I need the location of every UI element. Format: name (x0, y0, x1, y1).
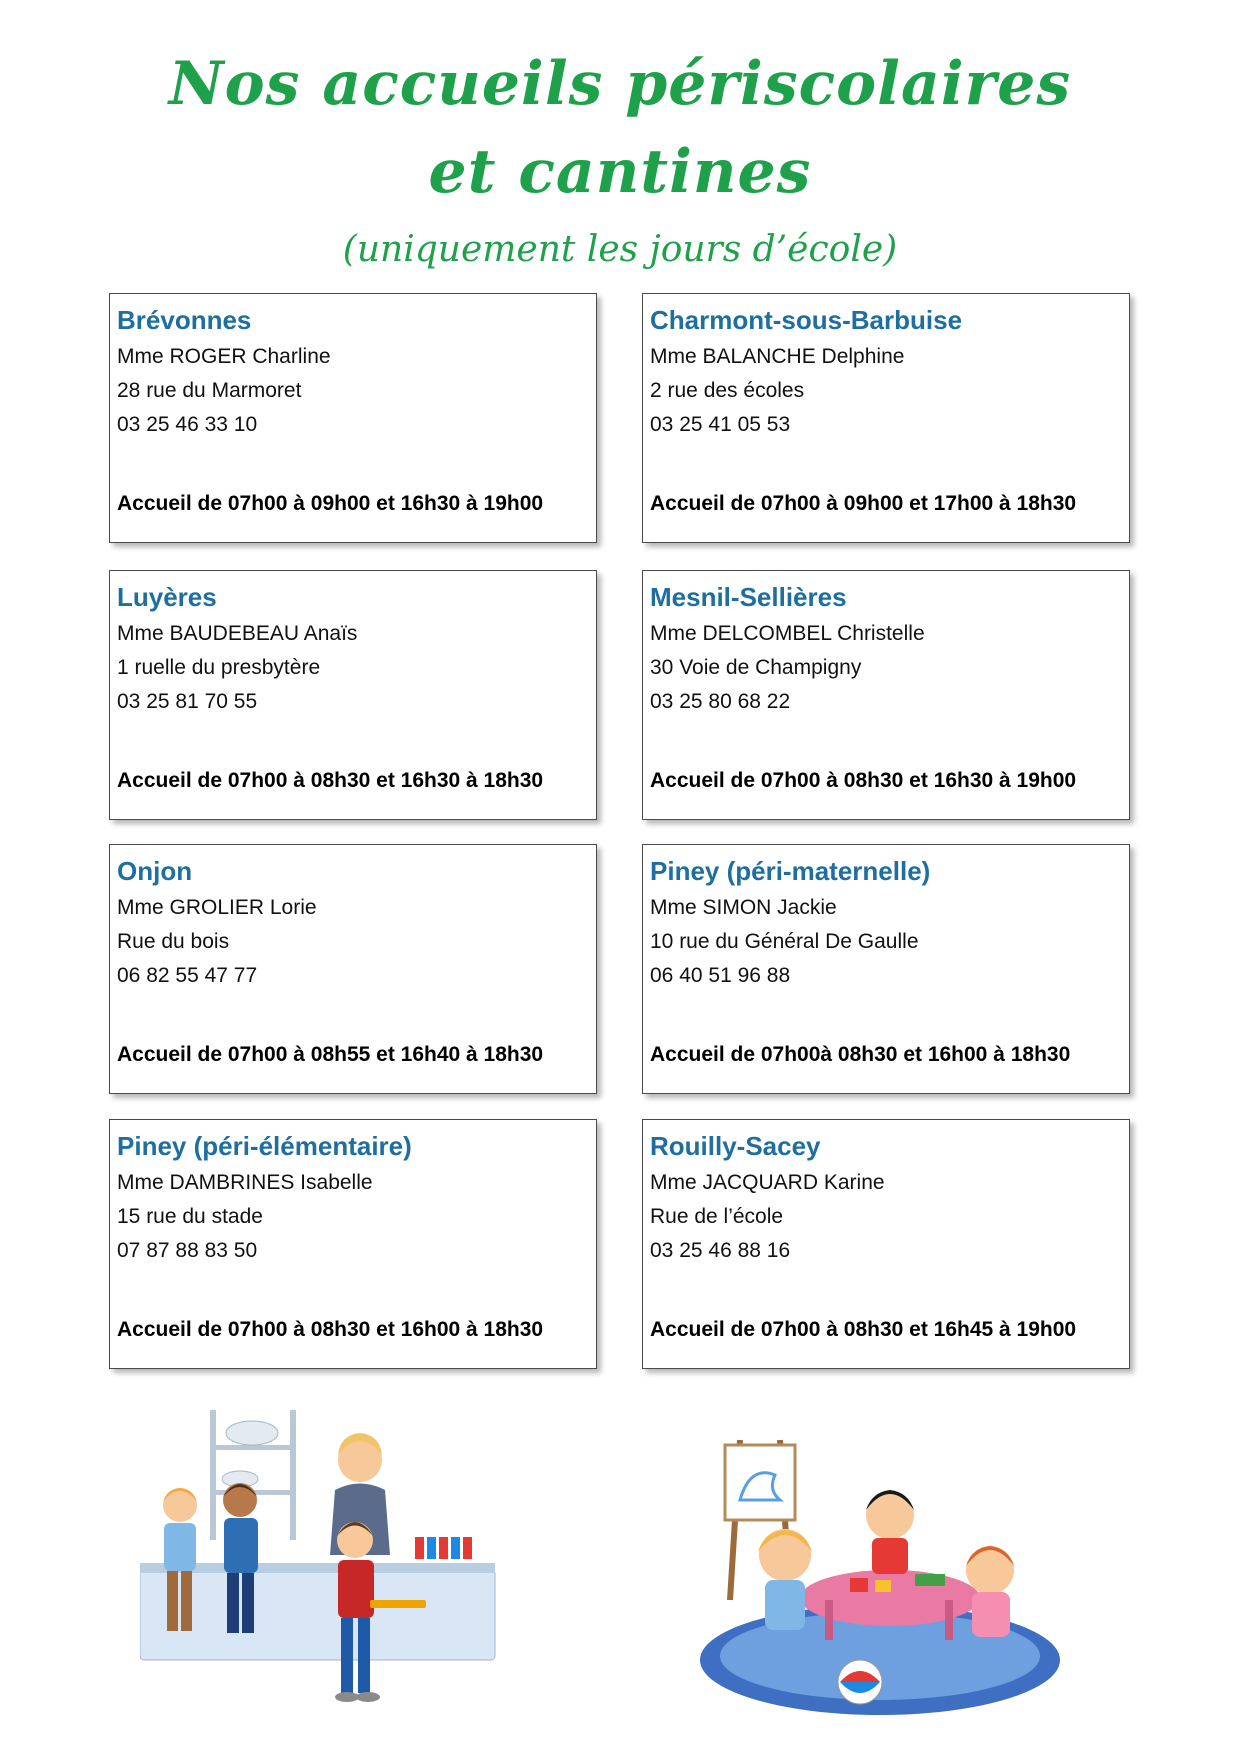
page-subtitle: (uniquement les jours d’école) (342, 229, 898, 270)
location-name: Mesnil-Sellières (650, 582, 847, 612)
location-name: Onjon (117, 856, 193, 886)
location-address: Rue de l’école (650, 1205, 784, 1228)
canteen-illustration (140, 1405, 500, 1735)
page-title-line-1: Nos accueils périscolaires (168, 49, 1072, 119)
location-phone: 03 25 46 33 10 (117, 413, 258, 436)
children-playing-illustration (690, 1420, 1070, 1720)
location-contact: Mme BALANCHE Delphine (650, 345, 905, 368)
location-card-rouilly-sacey (642, 1119, 1130, 1369)
location-address: Rue du bois (117, 930, 230, 953)
location-name: Piney (péri-maternelle) (650, 856, 931, 886)
page-title-line-2: et cantines (428, 137, 812, 207)
location-contact: Mme SIMON Jackie (650, 896, 837, 919)
location-name: Brévonnes (117, 305, 252, 335)
location-phone: 06 82 55 47 77 (117, 964, 258, 987)
location-phone: 07 87 88 83 50 (117, 1239, 258, 1262)
location-card-piney-elementaire (109, 1119, 597, 1369)
location-name: Luyères (117, 582, 217, 612)
location-hours: Accueil de 07h00 à 08h30 et 16h30 à 18h30 (117, 769, 544, 792)
location-name: Rouilly-Sacey (650, 1131, 821, 1161)
location-card-luyeres (109, 570, 597, 820)
location-contact: Mme DELCOMBEL Christelle (650, 622, 925, 645)
location-card-brevonnes (109, 293, 597, 543)
location-contact: Mme GROLIER Lorie (117, 896, 317, 919)
location-address: 1 ruelle du presbytère (117, 656, 321, 679)
location-hours: Accueil de 07h00 à 08h30 et 16h45 à 19h00 (650, 1318, 1077, 1341)
location-hours: Accueil de 07h00 à 08h30 et 16h30 à 19h00 (650, 769, 1077, 792)
children-playing-illustration-svg (690, 1420, 1070, 1720)
location-contact: Mme ROGER Charline (117, 345, 331, 368)
location-address: 28 rue du Marmoret (117, 379, 302, 402)
location-contact: Mme DAMBRINES Isabelle (117, 1171, 373, 1194)
location-contact: Mme BAUDEBEAU Anaïs (117, 622, 358, 645)
location-address: 2 rue des écoles (650, 379, 805, 402)
location-name: Piney (péri-élémentaire) (117, 1131, 412, 1161)
location-hours: Accueil de 07h00 à 09h00 et 16h30 à 19h00 (117, 492, 544, 515)
location-address: 10 rue du Général De Gaulle (650, 930, 919, 953)
location-card-onjon (109, 844, 597, 1094)
location-hours: Accueil de 07h00 à 09h00 et 17h00 à 18h30 (650, 492, 1077, 515)
location-card-mesnil (642, 570, 1130, 820)
location-hours: Accueil de 07h00 à 08h30 et 16h00 à 18h30 (117, 1318, 544, 1341)
location-card-piney-maternelle (642, 844, 1130, 1094)
location-phone: 03 25 80 68 22 (650, 690, 791, 713)
canteen-illustration-svg (140, 1405, 500, 1735)
location-phone: 03 25 41 05 53 (650, 413, 791, 436)
location-address: 15 rue du stade (117, 1205, 263, 1228)
location-hours: Accueil de 07h00 à 08h55 et 16h40 à 18h30 (117, 1043, 544, 1066)
location-phone: 03 25 81 70 55 (117, 690, 258, 713)
location-contact: Mme JACQUARD Karine (650, 1171, 885, 1194)
location-phone: 06 40 51 96 88 (650, 964, 791, 987)
location-phone: 03 25 46 88 16 (650, 1239, 791, 1262)
page-header (0, 40, 1240, 278)
location-address: 30 Voie de Champigny (650, 656, 862, 679)
location-card-charmont (642, 293, 1130, 543)
location-name: Charmont-sous-Barbuise (650, 305, 963, 335)
location-hours: Accueil de 07h00à 08h30 et 16h00 à 18h30 (650, 1043, 1071, 1066)
